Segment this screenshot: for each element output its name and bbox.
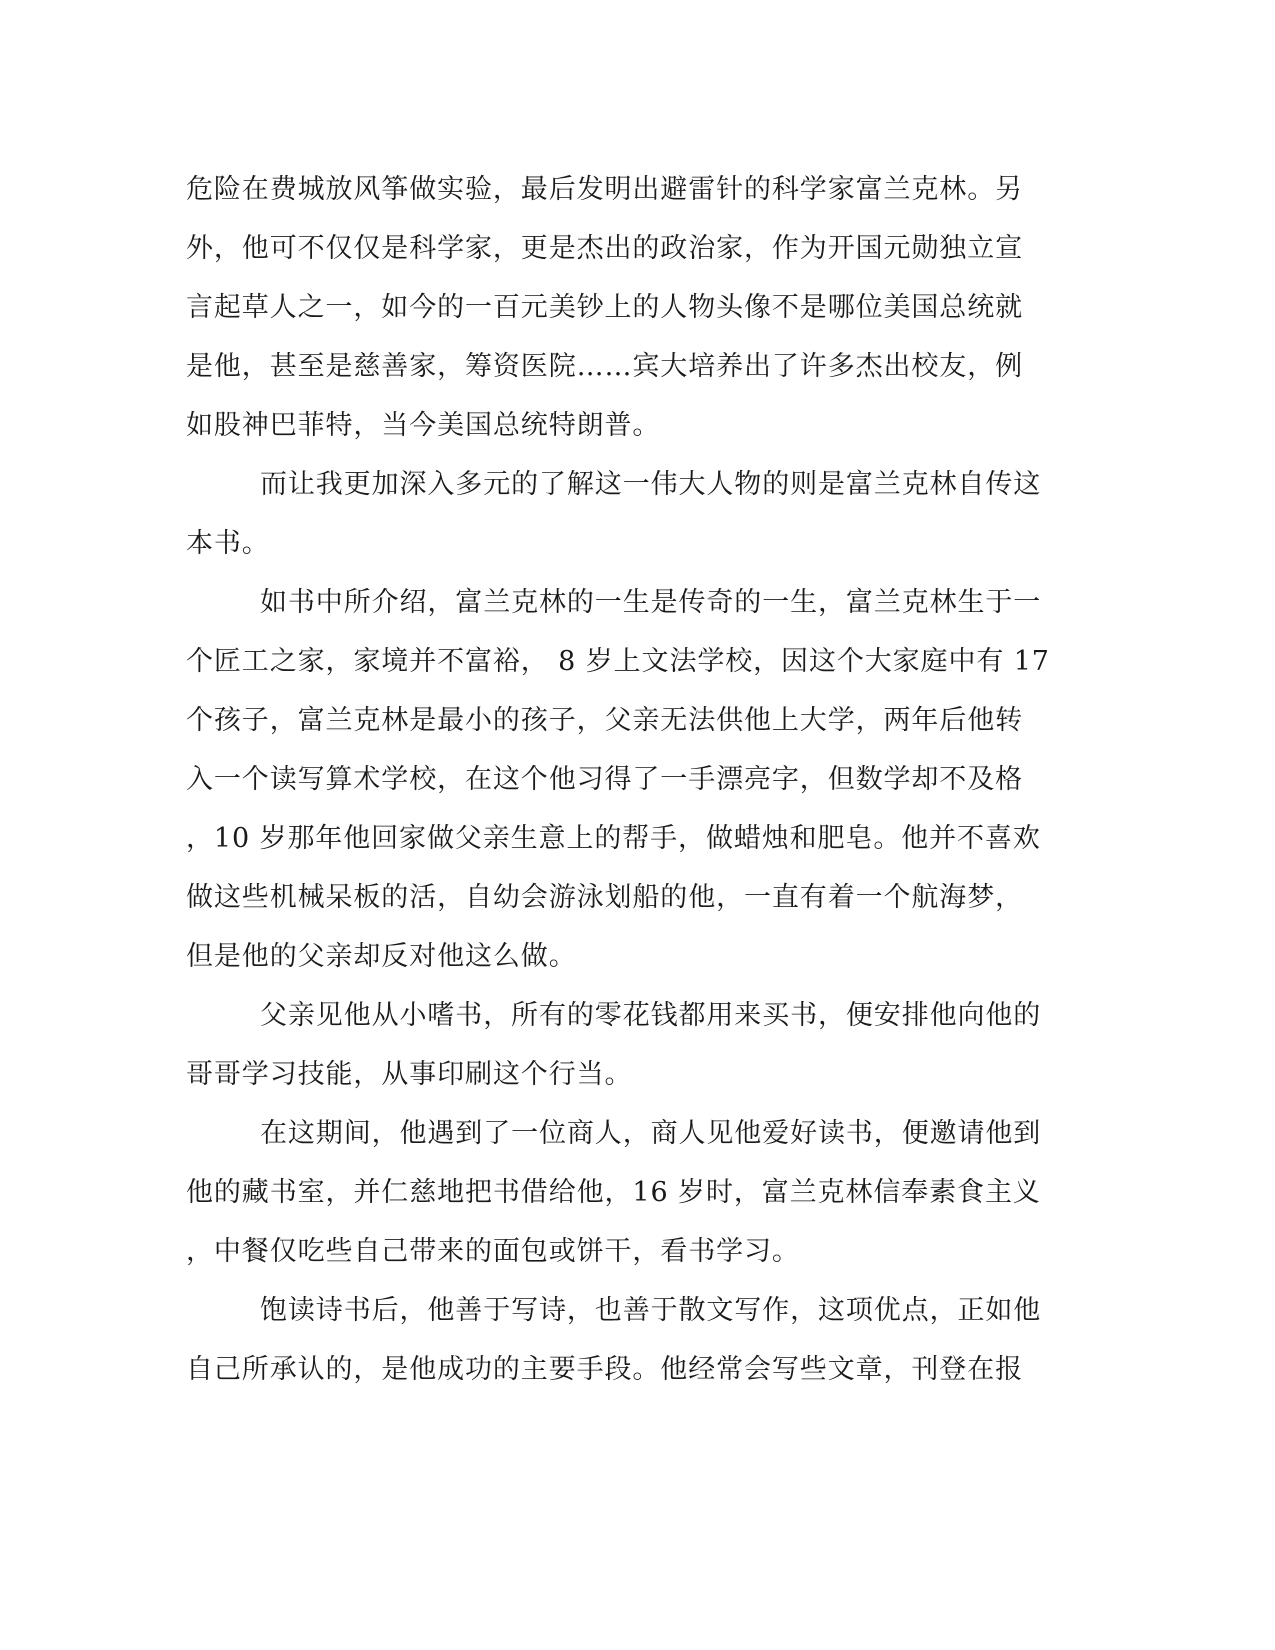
text-line: 做这些机械呆板的活，自幼会游泳划船的他，一直有着一个航海梦， — [186, 882, 1023, 913]
paragraph-start-line: 父亲见他从小嗜书，所有的零花钱都用来买书，便安排他向他的 — [260, 1000, 1042, 1031]
paragraph-start-line: 在这期间，他遇到了一位商人，商人见他爱好读书，便邀请他到 — [260, 1118, 1042, 1149]
text-line: 他的藏书室，并仁慈地把书借给他，16 岁时，富兰克林信奉素食主义 — [186, 1177, 1041, 1208]
text-line: 如股神巴菲特，当今美国总统特朗普。 — [186, 410, 661, 441]
text-line: 个孩子，富兰克林是最小的孩子，父亲无法供他上大学，两年后他转 — [186, 705, 1023, 736]
document-body — [186, 160, 1066, 1399]
text-line: 但是他的父亲却反对他这么做。 — [186, 941, 577, 972]
text-line: 入一个读写算术学校，在这个他习得了一手漂亮字，但数学却不及格 — [186, 764, 1023, 795]
text-line: 言起草人之一，如今的一百元美钞上的人物头像不是哪位美国总统就 — [186, 292, 1023, 323]
text-line: 是他，甚至是慈善家，筹资医院……宾大培养出了许多杰出校友，例 — [186, 351, 1023, 382]
paragraph-start-line: 如书中所介绍，富兰克林的一生是传奇的一生，富兰克林生于一 — [260, 587, 1042, 618]
text-line: 外，他可不仅仅是科学家，更是杰出的政治家，作为开国元勋独立宣 — [186, 233, 1023, 264]
text-line: ，中餐仅吃些自己带来的面包或饼干，看书学习。 — [186, 1236, 800, 1267]
text-line: 个匠工之家，家境并不富裕， 8 岁上文法学校，因这个大家庭中有 17 — [186, 646, 1050, 677]
text-line: ，10 岁那年他回家做父亲生意上的帮手，做蜡烛和肥皂。他并不喜欢 — [186, 823, 1041, 854]
text-line: 哥哥学习技能，从事印刷这个行当。 — [186, 1059, 633, 1090]
text-line: 危险在费城放风筝做实验，最后发明出避雷针的科学家富兰克林。另 — [186, 174, 1023, 205]
paragraph-start-line: 饱读诗书后，他善于写诗，也善于散文写作，这项优点，正如他 — [260, 1295, 1042, 1326]
text-line: 自己所承认的，是他成功的主要手段。他经常会写些文章，刊登在报 — [186, 1354, 1023, 1385]
paragraph-start-line: 而让我更加深入多元的了解这一伟大人物的则是富兰克林自传这 — [260, 469, 1042, 500]
text-line: 本书。 — [186, 528, 270, 559]
